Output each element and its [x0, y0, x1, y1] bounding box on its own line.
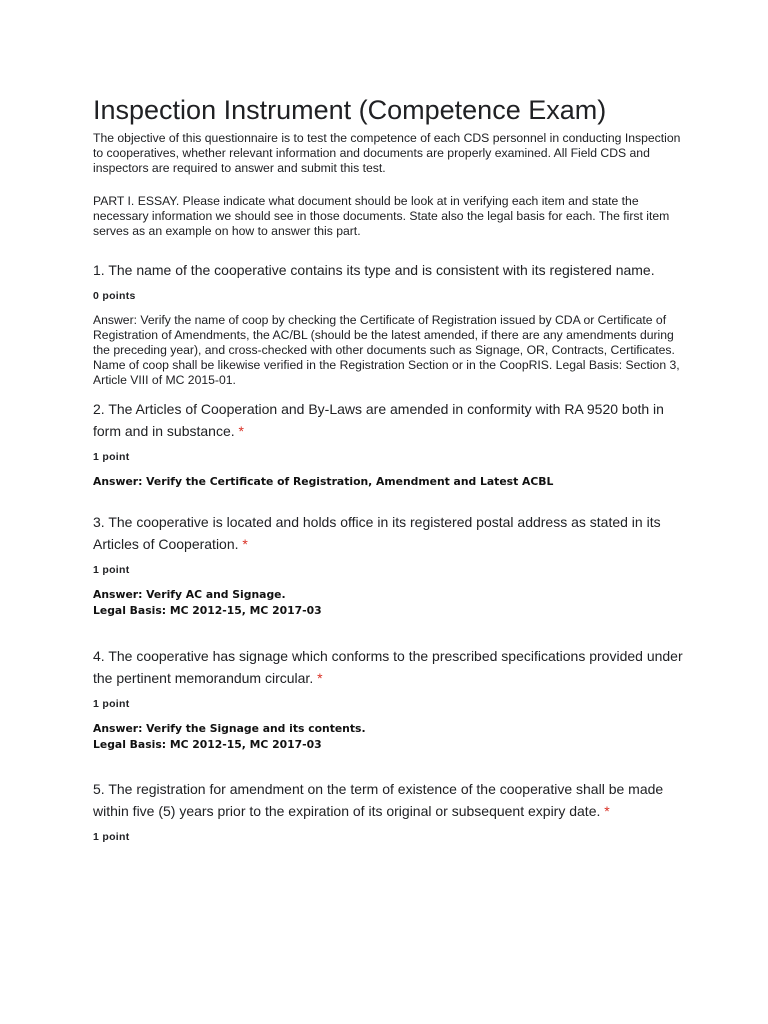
question-item [93, 398, 683, 490]
question-item [93, 778, 683, 844]
required-marker: * [238, 423, 244, 439]
question-text [93, 398, 683, 442]
question-points: 0 points [93, 290, 136, 302]
part-instructions: PART I. ESSAY. Please indicate what document should be look at in verifying each item and state the necessary information we should see in those documents. State also the legal basis for each. The first item serves as an example on how to answer this part. [93, 194, 670, 238]
question-points: 1 point [93, 698, 130, 710]
question-text [93, 259, 683, 281]
question-points: 1 point [93, 451, 130, 463]
legal-basis-line: Legal Basis: MC 2012-15, MC 2017-03 [93, 604, 322, 617]
legal-basis-line: Legal Basis: MC 2012-15, MC 2017-03 [93, 738, 322, 751]
answer-line: Answer: Verify the Signage and its contents. [93, 722, 366, 735]
document-intro: The objective of this questionnaire is to test the competence of each CDS personnel in conducting Inspection to cooperatives, whether relevant information and documents are properly examined. All Field CDS and inspectors are required to answer and submit this test. [93, 131, 681, 175]
answer-line: Answer: Verify AC and Signage. [93, 588, 286, 601]
question-text-content: 1. The name of the cooperative contains its type and is consistent with its registered name. [93, 262, 655, 278]
question-answer: Answer: Verify the name of coop by checking the Certificate of Registration issued by CDA or Certificate of Registration of Amendments, the AC/BL (should be the latest amended, if there are any amendments during the preceding year), and cross-checked with other documents such as Signage, OR, Contracts, Certificates. Name of coop shall be likewise verified in the Registration Section or in the CoopRIS. Legal Basis: Section 3, Article VIII of MC 2015-01. [93, 313, 680, 387]
question-text [93, 511, 683, 555]
document-title: Inspection Instrument (Competence Exam) [93, 95, 607, 125]
question-points: 1 point [93, 831, 130, 843]
question-text [93, 778, 683, 822]
required-marker: * [604, 803, 610, 819]
question-text-content: 5. The registration for amendment on the term of existence of the cooperative shall be made within five (5) years prior to the expiration of its original or subsequent expiry date. [93, 781, 664, 819]
question-item [93, 259, 683, 388]
question-text-content: 4. The cooperative has signage which conforms to the prescribed specifications provided under the pertinent memorandum circular. [93, 648, 683, 686]
question-points: 1 point [93, 564, 130, 576]
question-item [93, 645, 683, 753]
question-item [93, 511, 683, 619]
question-text [93, 645, 683, 689]
question-answer [93, 587, 683, 619]
question-text-content: 3. The cooperative is located and holds office in its registered postal address as stated in its Articles of Cooperation. [93, 514, 661, 552]
question-answer [93, 721, 683, 753]
answer-line: Answer: Verify the Certificate of Registration, Amendment and Latest ACBL [93, 475, 554, 488]
required-marker: * [317, 670, 323, 686]
required-marker: * [242, 536, 248, 552]
question-text-content: 2. The Articles of Cooperation and By-Laws are amended in conformity with RA 9520 both in form and in substance. [93, 401, 664, 439]
document-page [93, 90, 683, 844]
question-answer [93, 474, 683, 490]
